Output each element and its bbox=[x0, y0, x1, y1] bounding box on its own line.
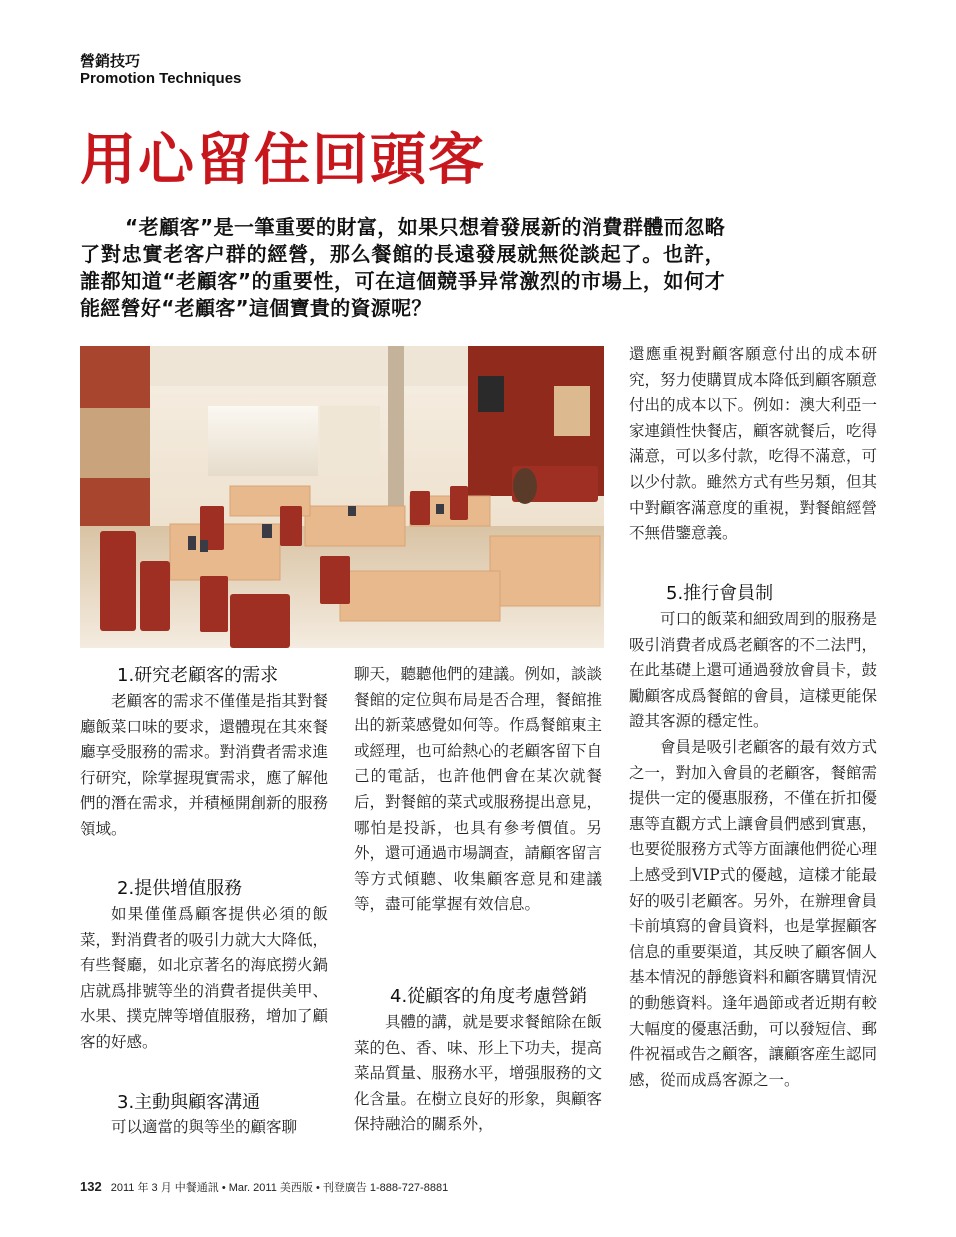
subheading-5: 5.推行會員制 bbox=[666, 583, 774, 604]
footer-text: 2011 年 3 月 中餐通訊 • Mar. 2011 美西版 • 刊登廣告 1-888-727-8881 bbox=[110, 1182, 449, 1194]
article-title: 用心留住回頭客 bbox=[80, 127, 486, 193]
page-number: 132 bbox=[80, 1179, 102, 1194]
restaurant-photo bbox=[80, 346, 604, 648]
page-footer bbox=[80, 1179, 448, 1195]
paragraph: 如果僅僅爲顧客提供必須的飯菜，對消費者的吸引力就大大降低，有些餐廳，如北京著名的海底撈火鍋店就爲排號等坐的消費者提供美甲、水果、撲克牌等增值服務，增加了顧客的好感。 bbox=[80, 905, 329, 1051]
paragraph: 會員是吸引老顧客的最有效方式之一，對加入會員的老顧客，餐館需提供一定的優惠服務，不僅在折扣優惠等直觀方式上讓會員們感到實惠，也要從服務方式等方面讓他們從心理上感受到VIP式的優越，這樣才能最好的吸引老顧客。另外，在辦理會員卡前填寫的會員資料，也是掌握顧客信息的重要渠道，其反映了顧客個人基本情況的靜態資料和顧客購買情況的動態資料。逢年過節或者近期有較大幅度的優惠活動，可以發短信、郵件祝福或告之顧客，讓顧客産生認同感，從而成爲客源之一。 bbox=[629, 737, 878, 1089]
paragraph: 具體的講，就是要求餐館除在飯菜的色、香、味、形上下功夫，提高菜品質量、服務水平，增强服務的文化含量。在樹立良好的形象，與顧客保持融洽的關系外， bbox=[354, 1013, 603, 1134]
column-1-body-3 bbox=[80, 1115, 328, 1141]
subheading-4: 4.從顧客的角度考慮營銷 bbox=[390, 986, 588, 1007]
paragraph: 可以適當的與等坐的顧客聊 bbox=[111, 1118, 298, 1136]
paragraph: 可口的飯菜和細致周到的服務是吸引消費者成爲老顧客的不二法門，在此基礎上還可通過發放會員卡，鼓勵顧客成爲餐館的會員，這樣更能保證其客源的穩定性。 bbox=[629, 610, 878, 731]
column-2-body-1 bbox=[354, 662, 602, 918]
subheading-3: 3.主動與顧客溝通 bbox=[117, 1092, 261, 1113]
section-label-en: Promotion Techniques bbox=[80, 70, 242, 87]
subheading-2: 2.提供增值服務 bbox=[117, 878, 243, 899]
column-1-body-1 bbox=[80, 689, 328, 843]
column-3-body-1 bbox=[629, 342, 877, 547]
column-2-body-2 bbox=[354, 1010, 602, 1138]
subheading-1: 1.研究老顧客的需求 bbox=[117, 665, 279, 686]
paragraph: 老顧客的需求不僅僅是指其對餐廳飯菜口味的要求，還體現在其來餐廳享受服務的需求。對消費者需求進行研究，除掌握現實需求，應了解他們的潛在需求，并積極開創新的服務領域。 bbox=[80, 692, 329, 838]
paragraph: 聊天，聽聽他們的建議。例如，談談餐館的定位與布局是否合理，餐館推出的新菜感覺如何等。作爲餐館東主或經理，也可給熱心的老顧客留下自己的電話，也許他們會在某次就餐后，對餐館的菜式或服務提出意見，哪怕是投訴，也具有參考價值。另外，還可通過市場調查，請顧客留言等方式傾聽、收集顧客意見和建議等，盡可能掌握有效信息。 bbox=[354, 665, 603, 914]
paragraph: 還應重視對顧客願意付出的成本研究，努力使購買成本降低到顧客願意付出的成本以下。例如：澳大利亞一家連鎖性快餐店，顧客就餐后，吃得滿意，可以多付款，吃得不滿意，可以少付款。雖然方式有些另類，但其中對顧客滿意度的重視，對餐館經營不無借鑒意義。 bbox=[629, 345, 878, 543]
column-1-body-2 bbox=[80, 902, 328, 1056]
article-lead: “老顧客”是一筆重要的財富，如果只想着發展新的消費群體而忽略了對忠實老客户群的經營，那么餐館的長遠發展就無從談起了。也許，誰都知道“老顧客”的重要性，可在這個競爭异常激烈的市場上，如何才能經營好“老顧客”這個寶貴的資源呢？ bbox=[80, 215, 725, 320]
column-3-body-2 bbox=[629, 607, 877, 1093]
section-label-cn: 營銷技巧 bbox=[80, 52, 141, 70]
